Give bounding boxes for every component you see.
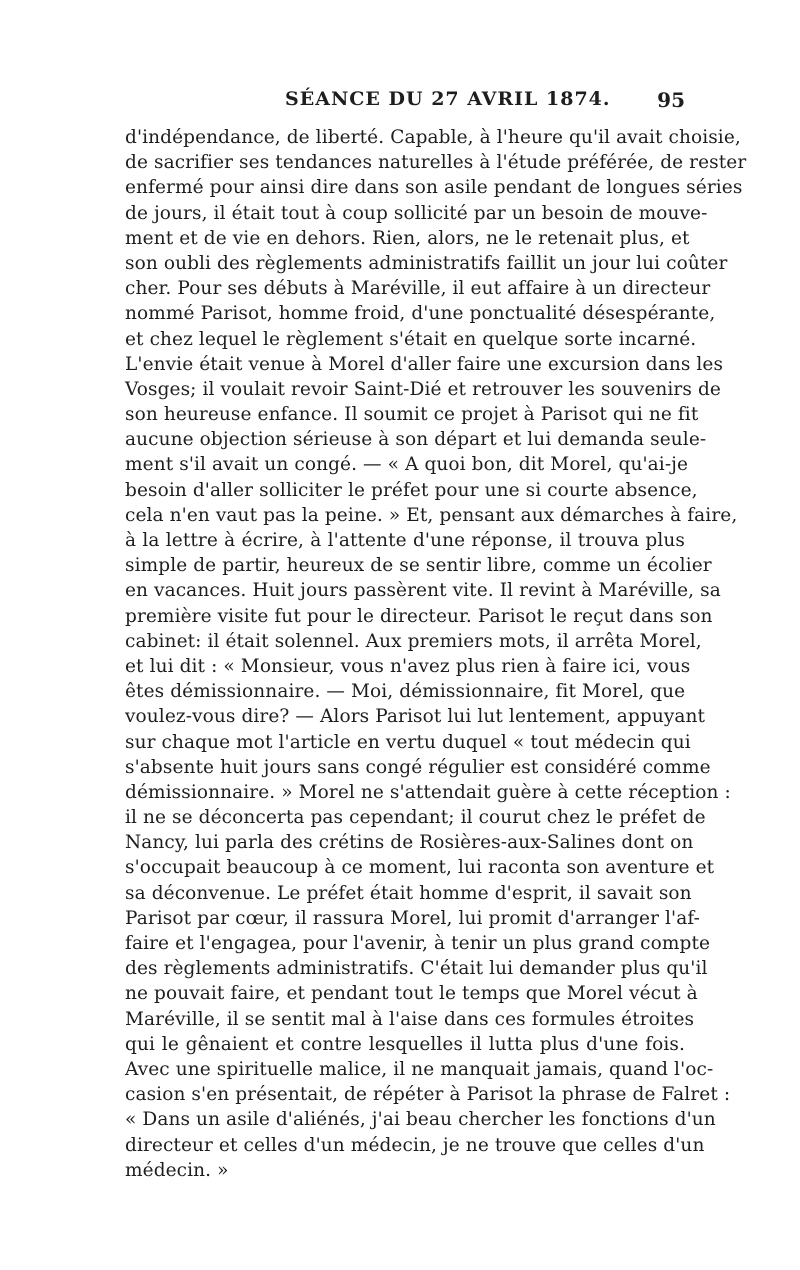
text-line: il ne se déconcerta pas cependant; il courut chez le préfet de xyxy=(125,807,706,829)
text-line: son heureuse enfance. Il soumit ce projet à Parisot qui ne fit xyxy=(125,404,699,426)
text-line: ment s'il avait un congé. — « A quoi bon, dit Morel, qu'ai-je xyxy=(125,454,689,476)
text-line: Avec une spirituelle malice, il ne manquait jamais, quand l'oc- xyxy=(125,1058,714,1080)
text-line: de sacrifier ses tendances naturelles à l'étude préférée, de rester xyxy=(125,152,747,174)
text-line: « Dans un asile d'aliénés, j'ai beau chercher les fonctions d'un xyxy=(125,1109,716,1131)
text-line: casion s'en présentait, de répéter à Parisot la phrase de Falret : xyxy=(125,1084,731,1106)
running-title: SÉANCE DU 27 AVRIL 1874. xyxy=(285,88,611,110)
text-line: Maréville, il se sentit mal à l'aise dans ces formules étroites xyxy=(125,1008,695,1030)
text-line: son oubli des règlements administratifs faillit un jour lui coûter xyxy=(125,252,728,274)
text-line: cela n'en vaut pas la peine. » Et, pensant aux démarches à faire, xyxy=(125,504,738,526)
text-line: et lui dit : « Monsieur, vous n'avez plus rien à faire ici, vous xyxy=(125,655,691,677)
text-line: ment et de vie en dehors. Rien, alors, ne le retenait plus, et xyxy=(125,227,690,249)
body-text xyxy=(125,125,747,1183)
text-line: cabinet: il était solennel. Aux premiers mots, il arrêta Morel, xyxy=(125,630,702,652)
text-line: des règlements administratifs. C'était lui demander plus qu'il xyxy=(125,958,708,980)
text-line: démissionnaire. » Morel ne s'attendait guère à cette réception : xyxy=(125,781,731,803)
text-line: s'absente huit jours sans congé régulier est considéré comme xyxy=(125,756,711,778)
text-line: ne pouvait faire, et pendant tout le temps que Morel vécut à xyxy=(125,983,698,1005)
text-line: besoin d'aller solliciter le préfet pour une si courte absence, xyxy=(125,479,698,501)
text-line: directeur et celles d'un médecin, je ne trouve que celles d'un xyxy=(125,1134,705,1156)
text-line: en vacances. Huit jours passèrent vite. Il revint à Maréville, sa xyxy=(125,580,721,602)
running-head xyxy=(125,88,685,118)
text-line: à la lettre à écrire, à l'attente d'une réponse, il trouva plus xyxy=(125,530,685,551)
text-line: nommé Parisot, homme froid, d'une ponctualité désespérante, xyxy=(125,303,716,325)
text-line: Nancy, lui parla des crétins de Rosières-aux-Salines dont on xyxy=(125,832,694,854)
text-line: enfermé pour ainsi dire dans son asile pendant de longues séries xyxy=(125,177,743,199)
page-number: 95 xyxy=(657,88,685,112)
text-line: simple de partir, heureux de se sentir libre, comme un écolier xyxy=(125,555,712,577)
text-line: cher. Pour ses débuts à Maréville, il eut affaire à un directeur xyxy=(125,278,711,300)
text-line: sur chaque mot l'article en vertu duquel « tout médecin qui xyxy=(125,731,691,753)
text-line: Parisot par cœur, il rassura Morel, lui promit d'arranger l'af- xyxy=(125,907,700,929)
text-line: Vosges; il voulait revoir Saint-Dié et retrouver les souvenirs de xyxy=(125,378,721,400)
text-line: faire et l'engagea, pour l'avenir, à tenir un plus grand compte xyxy=(125,933,711,954)
text-line: première visite fut pour le directeur. Parisot le reçut dans son xyxy=(125,605,713,627)
text-line: voulez-vous dire? — Alors Parisot lui lut lentement, appuyant xyxy=(125,706,706,728)
text-line: qui le gênaient et contre lesquelles il lutta plus d'une fois. xyxy=(125,1033,685,1055)
text-line: d'indépendance, de liberté. Capable, à l'heure qu'il avait choisie, xyxy=(125,127,741,148)
text-line: et chez lequel le règlement s'était en quelque sorte incarné. xyxy=(125,328,697,350)
text-line: de jours, il était tout à coup sollicité par un besoin de mouve- xyxy=(125,202,708,224)
text-line: médecin. » xyxy=(125,1159,229,1181)
text-line: s'occupait beaucoup à ce moment, lui raconta son aventure et xyxy=(125,857,715,879)
text-line: êtes démissionnaire. — Moi, démissionnaire, fit Morel, que xyxy=(125,681,686,703)
text-line: sa déconvenue. Le préfet était homme d'esprit, il savait son xyxy=(125,882,692,904)
text-line: aucune objection sérieuse à son départ et lui demanda seule- xyxy=(125,429,707,451)
text-line: L'envie était venue à Morel d'aller faire une excursion dans les xyxy=(125,353,724,375)
